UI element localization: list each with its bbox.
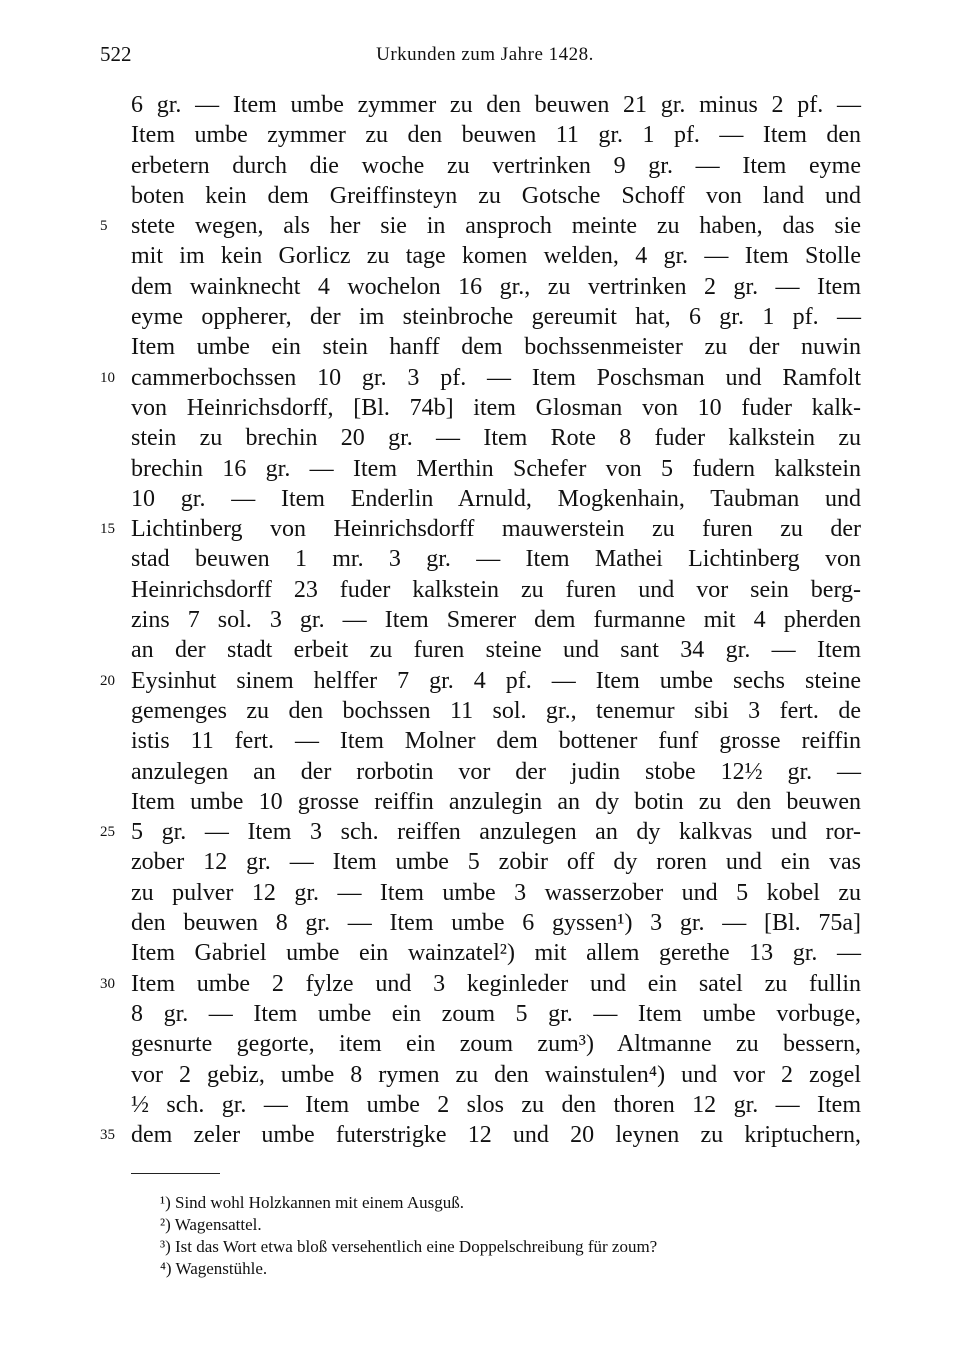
text-line	[131, 787, 861, 817]
line-text: gesnurte gegorte, item ein zoum zum³) Altmanne zu bessern,	[131, 1031, 861, 1058]
text-line	[131, 151, 861, 181]
line-number: 5	[100, 218, 108, 235]
text-line	[100, 817, 861, 847]
text-line	[131, 423, 861, 453]
text-line	[131, 575, 861, 605]
line-text: dem zeler umbe futerstrigke 12 und 20 leynen zu kriptuchern,	[131, 1122, 861, 1149]
text-line	[131, 272, 861, 302]
text-line	[100, 969, 861, 999]
line-text: Item umbe zymmer zu den beuwen 11 gr. 1 pf. — Item den	[131, 122, 861, 149]
line-text: erbetern durch die woche zu vertrinken 9 gr. — Item eyme	[131, 152, 861, 179]
footnotes	[160, 1192, 820, 1280]
text-line	[131, 302, 861, 332]
line-text: cammerbochssen 10 gr. 3 pf. — Item Poschsman und Ramfolt	[131, 364, 861, 391]
body-text	[100, 90, 861, 1150]
text-line	[100, 514, 861, 544]
text-line	[131, 878, 861, 908]
line-text: 5 gr. — Item 3 sch. reiffen anzulegen an dy kalkvas und ror-	[131, 819, 861, 846]
text-line	[131, 454, 861, 484]
line-number: 15	[100, 521, 115, 538]
text-line	[131, 726, 861, 756]
line-text: dem wainknecht 4 wochelon 16 gr., zu vertrinken 2 gr. — Item	[131, 273, 861, 300]
text-line	[131, 1090, 861, 1120]
text-line	[131, 1060, 861, 1090]
line-text: istis 11 fert. — Item Molner dem bottener funf grosse reiffin	[131, 728, 861, 755]
footnote: ²) Wagensattel.	[160, 1215, 262, 1234]
text-line	[131, 605, 861, 635]
line-number: 25	[100, 824, 115, 841]
text-line	[131, 635, 861, 665]
line-text: Item umbe 2 fylze und 3 keginleder und ein satel zu fullin	[131, 970, 861, 997]
line-text: stete wegen, als her sie in ansproch meinte zu haben, das sie	[131, 213, 861, 240]
line-text: 10 gr. — Item Enderlin Arnuld, Mogkenhain, Taubman und	[131, 485, 861, 512]
line-number: 30	[100, 975, 115, 992]
line-text: Item umbe ein stein hanff dem bochssenmeister zu der nuwin	[131, 334, 861, 361]
text-line	[131, 696, 861, 726]
text-line	[100, 1120, 861, 1150]
text-line	[131, 847, 861, 877]
line-number: 10	[100, 369, 115, 386]
line-text: ½ sch. gr. — Item umbe 2 slos zu den thoren 12 gr. — Item	[131, 1091, 861, 1118]
text-line	[100, 363, 861, 393]
line-text: stein zu brechin 20 gr. — Item Rote 8 fuder kalkstein zu	[131, 425, 861, 452]
line-text: boten kein dem Greiffinsteyn zu Gotsche Schoff von land und	[131, 182, 861, 209]
line-text: brechin 16 gr. — Item Merthin Schefer von 5 fudern kalkstein	[131, 455, 861, 482]
line-text: vor 2 gebiz, umbe 8 rymen zu den wainstulen⁴) und vor 2 zogel	[131, 1061, 861, 1088]
page-number: 522	[100, 42, 132, 66]
line-text: von Heinrichsdorff, [Bl. 74b] item Glosman von 10 fuder kalk-	[131, 394, 861, 421]
page-header	[100, 42, 870, 72]
text-line	[100, 666, 861, 696]
line-text: Heinrichsdorff 23 fuder kalkstein zu furen und vor sein berg-	[131, 576, 861, 603]
footnote-rule	[131, 1173, 220, 1174]
line-text: mit im kein Gorlicz zu tage komen welden, 4 gr. — Item Stolle	[131, 243, 861, 270]
line-number: 35	[100, 1127, 115, 1144]
text-line	[100, 211, 861, 241]
line-text: Item umbe 10 grosse reiffin anzulegin an dy botin zu den beuwen	[131, 788, 861, 815]
line-text: Eysinhut sinem helffer 7 gr. 4 pf. — Item umbe sechs steine	[131, 667, 861, 694]
footnote: ⁴) Wagenstühle.	[160, 1259, 268, 1278]
text-line	[131, 938, 861, 968]
text-line	[131, 393, 861, 423]
text-line	[131, 90, 861, 120]
line-text: zober 12 gr. — Item umbe 5 zobir off dy roren und ein vas	[131, 849, 861, 876]
running-title: Urkunden zum Jahre 1428.	[376, 44, 594, 65]
line-text: stad beuwen 1 mr. 3 gr. — Item Mathei Lichtinberg von	[131, 546, 861, 573]
line-text: Lichtinberg von Heinrichsdorff mauwerstein zu furen zu der	[131, 516, 861, 543]
line-text: eyme oppherer, der im steinbroche gereumit hat, 6 gr. 1 pf. —	[131, 304, 861, 331]
text-line	[131, 757, 861, 787]
text-line	[131, 544, 861, 574]
line-text: gemenges zu den bochssen 11 sol. gr., tenemur sibi 3 fert. de	[131, 697, 861, 724]
text-line	[131, 332, 861, 362]
line-text: 6 gr. — Item umbe zymmer zu den beuwen 21 gr. minus 2 pf. —	[131, 92, 861, 118]
text-line	[131, 484, 861, 514]
line-text: anzulegen an der rorbotin vor der judin stobe 12½ gr. —	[131, 758, 861, 785]
line-text: zu pulver 12 gr. — Item umbe 3 wasserzober und 5 kobel zu	[131, 879, 861, 906]
line-text: zins 7 sol. 3 gr. — Item Smerer dem furmanne mit 4 pherden	[131, 607, 861, 634]
line-text: 8 gr. — Item umbe ein zoum 5 gr. — Item umbe vorbuge,	[131, 1000, 861, 1027]
line-text: den beuwen 8 gr. — Item umbe 6 gyssen¹) 3 gr. — [Bl. 75a]	[131, 910, 861, 937]
text-line	[131, 999, 861, 1029]
text-line	[131, 181, 861, 211]
footnote: ³) Ist das Wort etwa bloß versehentlich eine Doppelschreibung für zoum?	[160, 1237, 658, 1256]
line-number: 20	[100, 672, 115, 689]
text-line	[131, 1029, 861, 1059]
line-text: an der stadt erbeit zu furen steine und sant 34 gr. — Item	[131, 637, 861, 664]
text-line	[131, 120, 861, 150]
text-line	[131, 908, 861, 938]
text-line	[131, 241, 861, 271]
footnote: ¹) Sind wohl Holzkannen mit einem Ausguß.	[160, 1193, 464, 1212]
line-text: Item Gabriel umbe ein wainzatel²) mit allem gerethe 13 gr. —	[131, 940, 861, 967]
